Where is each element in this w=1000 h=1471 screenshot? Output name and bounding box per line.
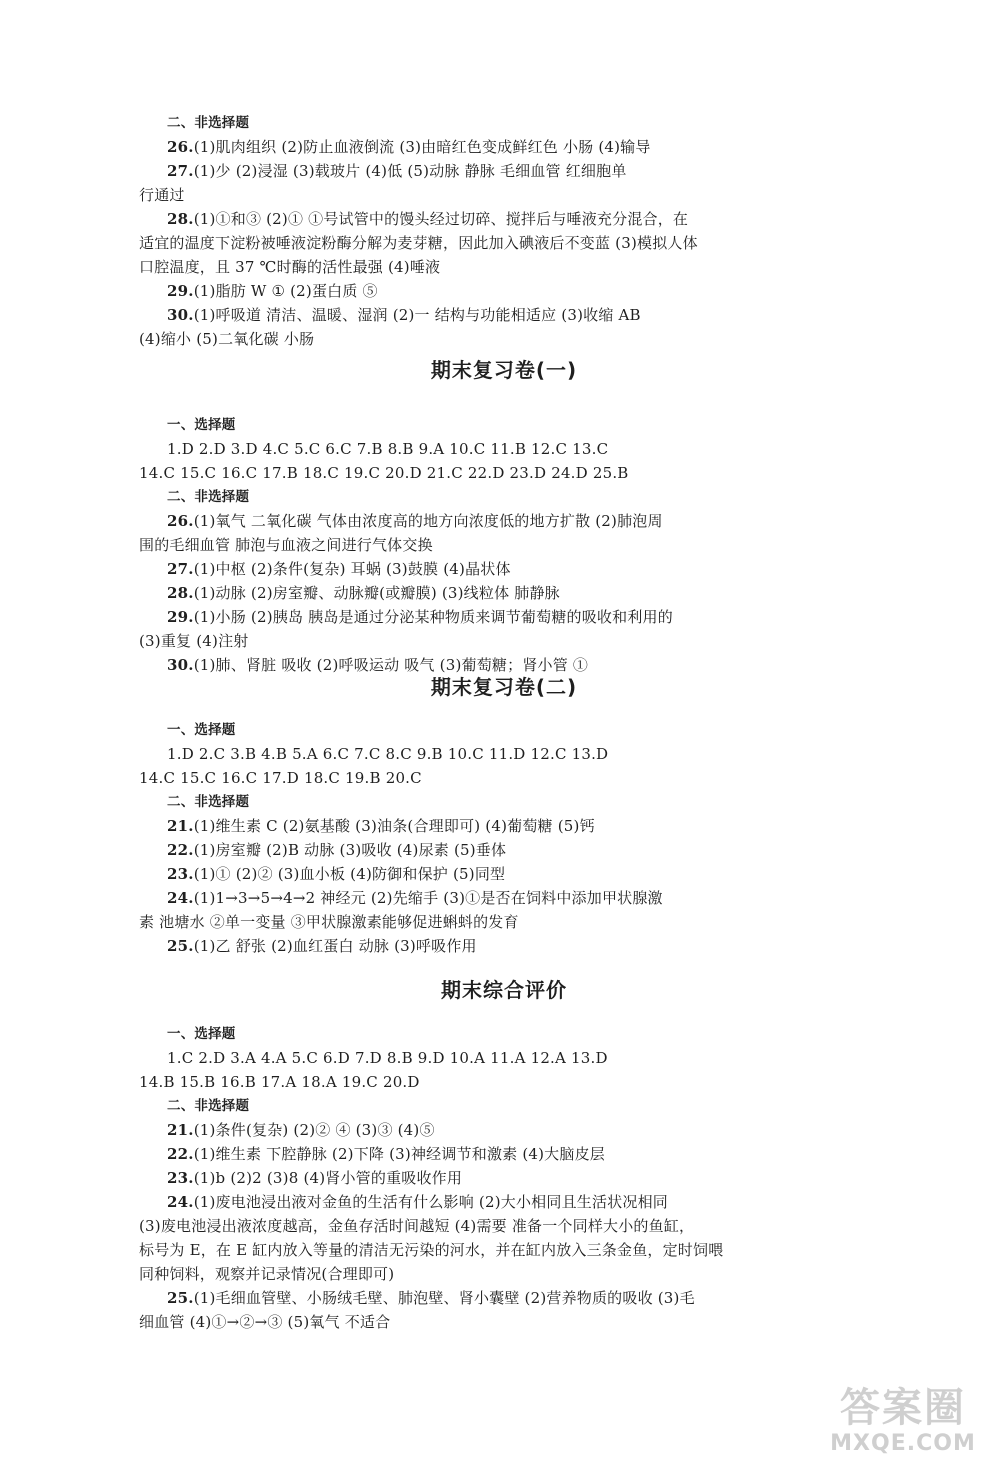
section-title: 期末复习卷(二) [430, 675, 578, 699]
choice-answers: 14.C 15.C 16.C 17.B 18.C 19.C 20.D 21.C 22.D 23.D 24.D 25.B [139, 464, 629, 482]
choice-answers: 1.C 2.D 3.A 4.A 5.C 6.D 7.D 8.B 9.D 10.A 11.A 12.A 13.D [167, 1049, 608, 1067]
answer-line-cont: 素 池塘水 ②单一变量 ③甲状腺激素能够促进蝌蚪的发育 [139, 913, 519, 931]
answer-line: 24.(1)1→3→5→4→2 神经元 (2)先缩手 (3)①是否在饲料中添加甲状腺激 [167, 889, 663, 907]
answer-line: 23.(1)b (2)2 (3)8 (4)肾小管的重吸收作用 [167, 1169, 463, 1187]
answer-line-cont: (3)重复 (4)注射 [139, 632, 249, 650]
answer-line: 30.(1)肺、肾脏 吸收 (2)呼吸运动 吸气 (3)葡萄糖；肾小管 ① [167, 656, 589, 674]
answer-line: 21.(1)条件(复杂) (2)② ④ (3)③ (4)⑤ [167, 1121, 435, 1139]
answer-line: 28.(1)动脉 (2)房室瓣、动脉瓣(或瓣膜) (3)线粒体 肺静脉 [167, 584, 560, 602]
answer-line: 26.(1)肌肉组织 (2)防止血液倒流 (3)由暗红色变成鲜红色 小肠 (4)输导 [167, 138, 651, 156]
answer-line: 29.(1)小肠 (2)胰岛 胰岛是通过分泌某种物质来调节葡萄糖的吸收和利用的 [167, 608, 673, 626]
answer-line-cont: 适宜的温度下淀粉被唾液淀粉酶分解为麦芽糖，因此加入碘液后不变蓝 (3)模拟人体 [139, 234, 698, 252]
choice-answers: 1.D 2.C 3.B 4.B 5.A 6.C 7.C 8.C 9.B 10.C 11.D 12.C 13.D [167, 745, 609, 763]
answer-line: 26.(1)氧气 二氧化碳 气体由浓度高的地方向浓度低的地方扩散 (2)肺泡周 [167, 512, 663, 530]
answer-line-cont: (4)缩小 (5)二氧化碳 小肠 [139, 330, 315, 348]
answer-line: 21.(1)维生素 C (2)氨基酸 (3)油条(合理即可) (4)葡萄糖 (5)钙 [167, 817, 595, 835]
section-final-evaluation [139, 975, 869, 1005]
answer-line: 25.(1)毛细血管壁、小肠绒毛壁、肺泡壁、肾小囊壁 (2)营养物质的吸收 (3)毛 [167, 1289, 695, 1307]
choice-answers: 14.B 15.B 16.B 17.A 18.A 19.C 20.D [139, 1073, 420, 1091]
answer-line-cont: (3)废电池浸出液浓度越高，金鱼存活时间越短 (4)需要 准备一个同样大小的鱼缸， [139, 1217, 695, 1235]
answer-line-cont: 行通过 [139, 186, 185, 204]
answer-line: 27.(1)少 (2)浸湿 (3)载玻片 (4)低 (5)动脉 静脉 毛细血管 红细胞单 [167, 162, 627, 180]
answer-line: 29.(1)脂肪 W ① (2)蛋白质 ⑤ [167, 282, 378, 300]
answer-line-cont: 细血管 (4)①→②→③ (5)氧气 不适合 [139, 1313, 391, 1331]
answer-line: 24.(1)废电池浸出液对金鱼的生活有什么影响 (2)大小相同且生活状况相同 [167, 1193, 668, 1211]
answer-line-cont: 同种饲料，观察并记录情况(合理即可) [139, 1265, 395, 1283]
section-title: 期末复习卷(一) [430, 358, 578, 382]
answer-line-cont: 口腔温度，且 37 ℃时酶的活性最强 (4)唾液 [139, 258, 441, 276]
choice-answers: 14.C 15.C 16.C 17.D 18.C 19.B 20.C [139, 769, 422, 787]
subheading: 二、非选择题 [167, 794, 250, 810]
choice-answers: 1.D 2.D 3.D 4.C 5.C 6.C 7.B 8.B 9.A 10.C 11.B 12.C 13.C [167, 440, 609, 458]
answer-line: 25.(1)乙 舒张 (2)血红蛋白 动脉 (3)呼吸作用 [167, 937, 477, 955]
answer-line: 30.(1)呼吸道 清洁、温暖、湿润 (2)一 结构与功能相适应 (3)收缩 AB [167, 306, 641, 324]
section-final-evaluation-body [139, 1022, 869, 1334]
section-title: 期末综合评价 [441, 978, 567, 1002]
subheading: 二、非选择题 [167, 489, 250, 505]
answer-line: 22.(1)房室瓣 (2)B 动脉 (3)吸收 (4)尿素 (5)垂体 [167, 841, 507, 859]
subheading: 一、选择题 [167, 722, 236, 738]
subheading: 二、非选择题 [167, 115, 250, 131]
subheading: 一、选择题 [167, 417, 236, 433]
section-final-review-2 [139, 672, 869, 702]
answer-line-cont: 标号为 E，在 E 缸内放入等量的清洁无污染的河水，并在缸内放入三条金鱼，定时饲喂 [139, 1241, 724, 1259]
subheading: 二、非选择题 [167, 1098, 250, 1114]
answer-line: 27.(1)中枢 (2)条件(复杂) 耳蜗 (3)鼓膜 (4)晶状体 [167, 560, 511, 578]
answer-line: 23.(1)① (2)② (3)血小板 (4)防御和保护 (5)同型 [167, 865, 506, 883]
section-final-review-1-body [139, 413, 869, 677]
answer-line-cont: 围的毛细血管 肺泡与血液之间进行气体交换 [139, 536, 433, 554]
answer-line: 22.(1)维生素 下腔静脉 (2)下降 (3)神经调节和激素 (4)大脑皮层 [167, 1145, 605, 1163]
section-final-review-1 [139, 355, 869, 385]
watermark-logo: 答案圈 MXQE.COM [830, 1385, 976, 1456]
subheading: 一、选择题 [167, 1026, 236, 1042]
answer-line: 28.(1)①和③ (2)① ①号试管中的馒头经过切碎、搅拌后与唾液充分混合，在 [167, 210, 689, 228]
section-final-review-2-body [139, 718, 869, 958]
section-prev-nonchoice [139, 111, 869, 351]
